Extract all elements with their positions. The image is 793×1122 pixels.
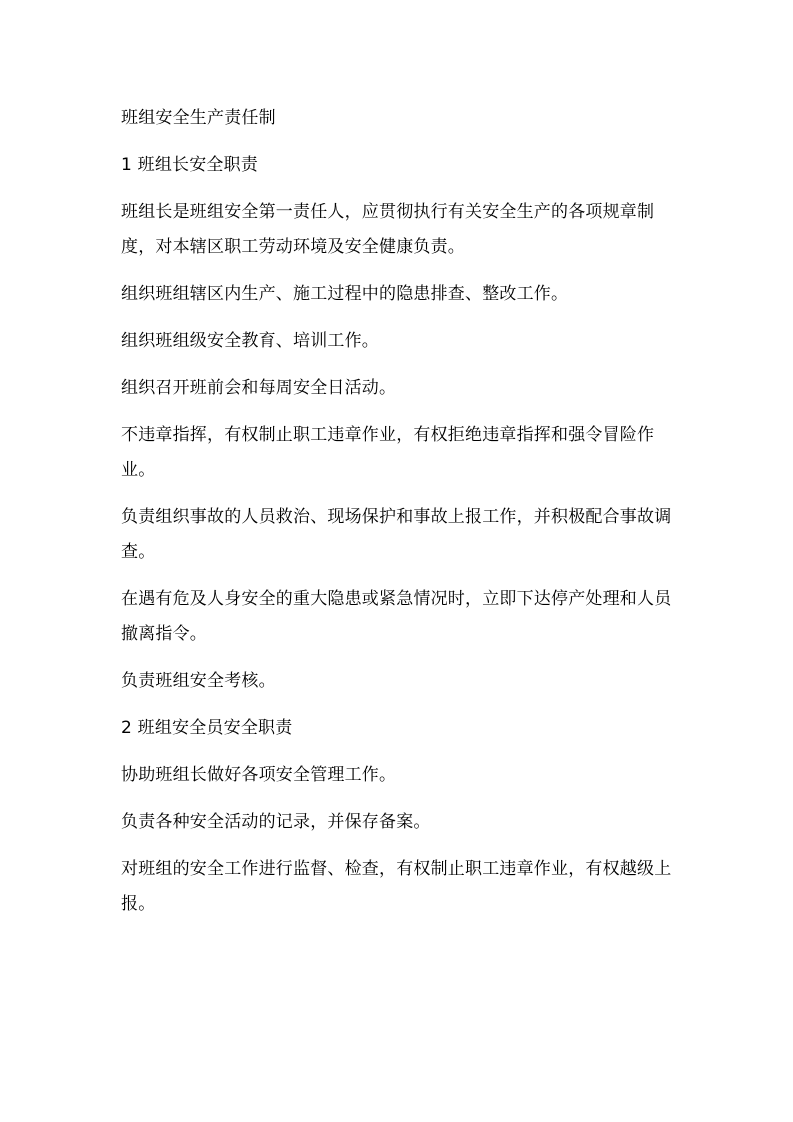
paragraph: 负责班组安全考核。 <box>121 671 276 691</box>
paragraph: 在遇有危及人身安全的重大隐患或紧急情况时，立即下达停产处理和人员撤离指令。 <box>121 589 672 644</box>
paragraph: 组织班组辖区内生产、施工过程中的隐患排查、整改工作。 <box>121 284 569 304</box>
paragraph: 组织召开班前会和每周安全日活动。 <box>121 378 397 398</box>
paragraph: 不违章指挥，有权制止职工违章作业，有权拒绝违章指挥和强令冒险作业。 <box>121 425 655 480</box>
section-heading-safety-officer: 2 班组安全员安全职责 <box>121 718 293 738</box>
paragraph: 负责各种安全活动的记录，并保存备案。 <box>121 812 431 832</box>
paragraph: 组织班组级安全教育、培训工作。 <box>121 331 379 351</box>
paragraph: 协助班组长做好各项安全管理工作。 <box>121 765 397 785</box>
document-title: 班组安全生产责任制 <box>121 108 276 128</box>
paragraph: 对班组的安全工作进行监督、检查，有权制止职工违章作业，有权越级上报。 <box>121 859 672 914</box>
document-body <box>121 101 681 934</box>
paragraph: 负责组织事故的人员救治、现场保护和事故上报工作，并积极配合事故调查。 <box>121 507 672 562</box>
paragraph: 班组长是班组安全第一责任人，应贯彻执行有关安全生产的各项规章制度，对本辖区职工劳动环境及安全健康负责。 <box>121 202 655 257</box>
section-heading-team-leader: 1 班组长安全职责 <box>121 155 259 175</box>
